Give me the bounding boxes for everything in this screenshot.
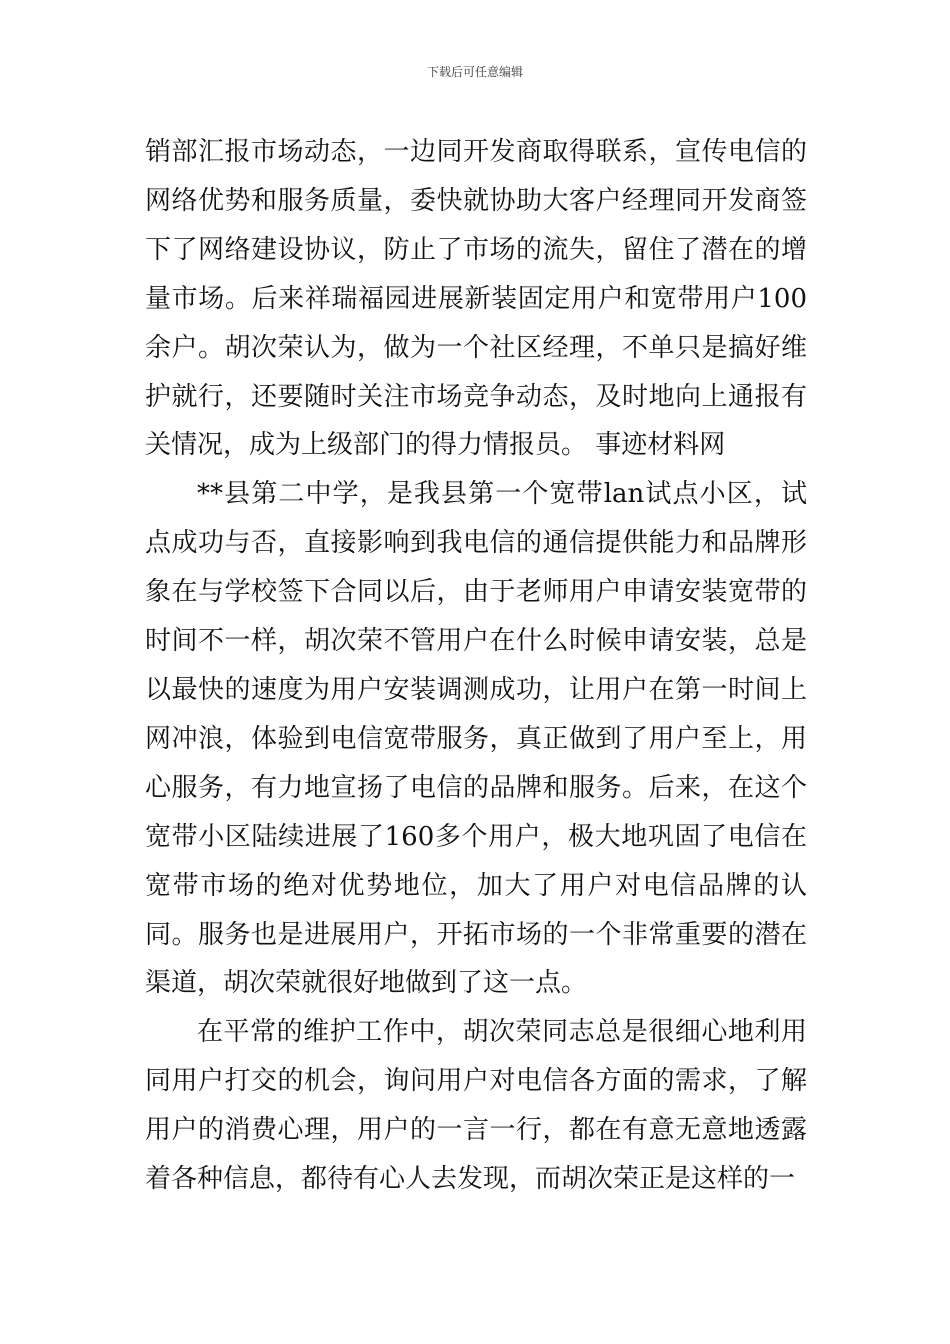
page-header-note: 下载后可任意编辑	[426, 65, 523, 79]
document-body	[145, 128, 807, 1204]
paragraph-3: 在平常的维护工作中，胡次荣同志总是很细心地利用同用户打交的机会，询问用户对电信各方面的需求，了解用户的消费心理，用户的一言一行，都在有意无意地透露着各种信息，都待有心人去发现，而胡次荣正是这样的一	[145, 1017, 807, 1195]
paragraph-2: **县第二中学，是我县第一个宽带lan试点小区，试点成功与否，直接影响到我电信的通信提供能力和品牌形象在与学校签下合同以后，由于老师用户申请安装宽带的时间不一样，胡次荣不管用户在什么时候申请安装，总是以最快的速度为用户安装调测成功，让用户在第一时间上网冲浪，体验到电信宽带服务，真正做到了用户至上，用心服务，有力地宣扬了电信的品牌和服务。后来，在这个宽带小区陆续进展了160多个用户，极大地巩固了电信在宽带市场的绝对优势地位，加大了用户对电信品牌的认同。服务也是进展用户，开拓市场的一个非常重要的潜在渠道，胡次荣就很好地做到了这一点。	[145, 479, 807, 999]
paragraph-1: 销部汇报市场动态，一边同开发商取得联系，宣传电信的网络优势和服务质量，委快就协助大客户经理同开发商签下了网络建设协议，防止了市场的流失，留住了潜在的增量市场。后来祥瑞福园进展新装固定用户和宽带用户100余户。胡次荣认为，做为一个社区经理，不单只是搞好维护就行，还要随时关注市场竞争动态，及时地向上通报有关情况，成为上级部门的得力情报员。 事迹材料网	[145, 137, 807, 461]
